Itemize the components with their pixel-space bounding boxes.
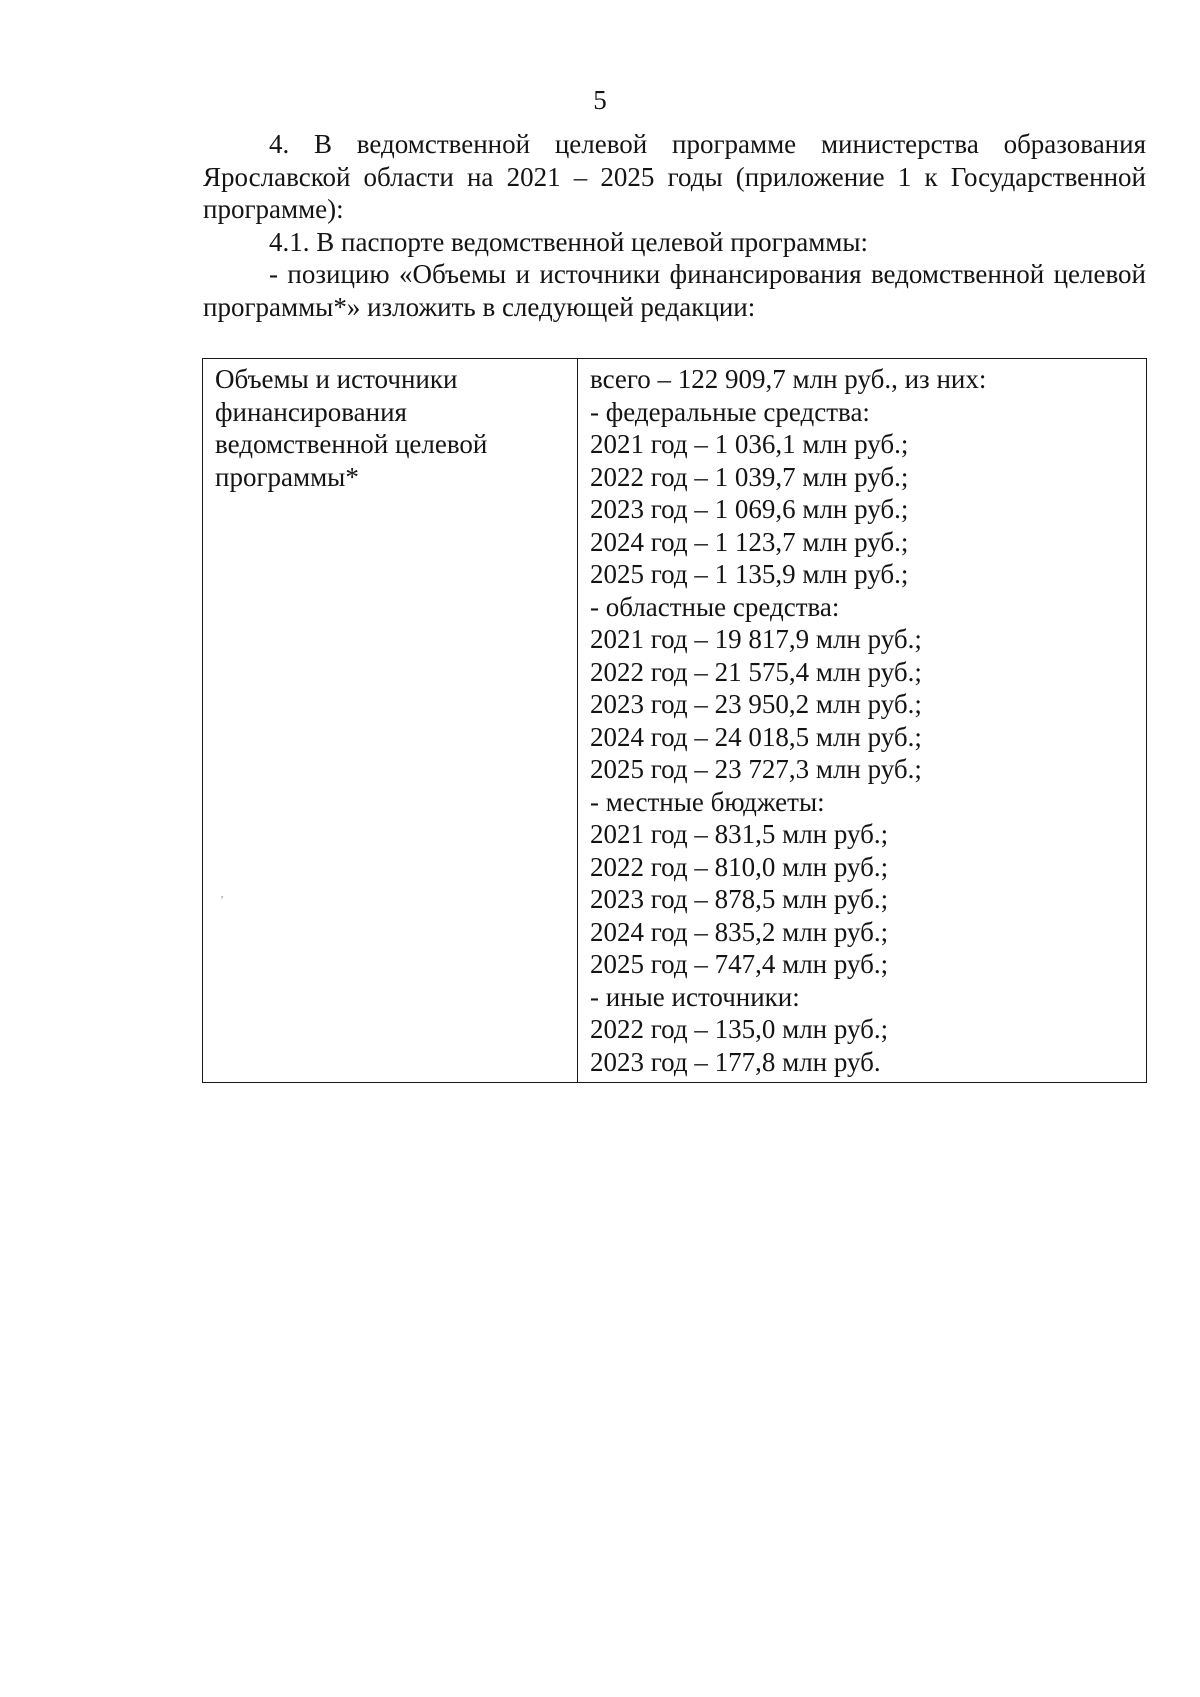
paragraph-instruction: - позицию «Объемы и источники финансирования ведомственной целевой программы*» изложить в следующей редакции: <box>203 259 1146 322</box>
funding-year-line: 2023 год – 1 069,6 млн руб.; <box>590 494 909 524</box>
funding-year-line: 2021 год – 1 036,1 млн руб.; <box>590 429 909 459</box>
funding-year-line: 2022 год – 21 575,4 млн руб.; <box>590 656 922 687</box>
funding-year-line: 2024 год – 1 123,7 млн руб.; <box>590 526 909 557</box>
funding-year-line: 2023 год – 177,8 млн руб. <box>590 1046 881 1077</box>
passport-table <box>202 358 1147 1083</box>
position-label-cell <box>203 359 578 1083</box>
funding-year-line: 2022 год – 135,0 млн руб.; <box>590 1014 889 1044</box>
label-line: ведомственной целевой <box>215 429 488 459</box>
funding-year-line: 2025 год – 23 727,3 млн руб.; <box>590 754 922 784</box>
page-number: 5 <box>593 85 607 115</box>
funding-values-cell <box>578 359 1147 1083</box>
funding-year-line: 2021 год – 831,5 млн руб.; <box>590 819 889 849</box>
funding-year-line: 2023 год – 23 950,2 млн руб.; <box>590 689 922 719</box>
label-line: программы* <box>215 461 359 492</box>
funding-year-line: 2022 год – 810,0 млн руб.; <box>590 851 889 882</box>
funding-year-line: 2022 год – 1 039,7 млн руб.; <box>590 461 909 492</box>
document-body <box>203 128 1146 323</box>
funding-year-line: 2024 год – 835,2 млн руб.; <box>590 916 889 947</box>
scan-speck: ʼ <box>220 893 224 907</box>
funding-source-heading: - областные средства: <box>590 591 840 622</box>
paragraph-item-4-1: 4.1. В паспорте ведомственной целевой программы: <box>269 226 869 257</box>
funding-year-line: 2024 год – 24 018,5 млн руб.; <box>590 721 922 752</box>
funding-year-line: 2023 год – 878,5 млн руб.; <box>590 884 889 914</box>
label-line: финансирования <box>215 396 407 427</box>
funding-year-line: 2025 год – 1 135,9 млн руб.; <box>590 559 909 589</box>
table-row <box>203 359 1147 1083</box>
funding-source-heading: - иные источники: <box>590 981 800 1012</box>
funding-year-line: 2025 год – 747,4 млн руб.; <box>590 949 889 979</box>
label-line: Объемы и источники <box>215 364 458 394</box>
paragraph-item-4: 4. В ведомственной целевой программе министерства образования Ярославской области на 2021 – 2025 годы (приложение 1 к Государственной программе): <box>203 129 1146 224</box>
funding-total: всего – 122 909,7 млн руб., из них: <box>590 364 987 394</box>
funding-source-heading: - местные бюджеты: <box>590 786 825 817</box>
funding-year-line: 2021 год – 19 817,9 млн руб.; <box>590 624 922 654</box>
funding-source-heading: - федеральные средства: <box>590 396 870 427</box>
